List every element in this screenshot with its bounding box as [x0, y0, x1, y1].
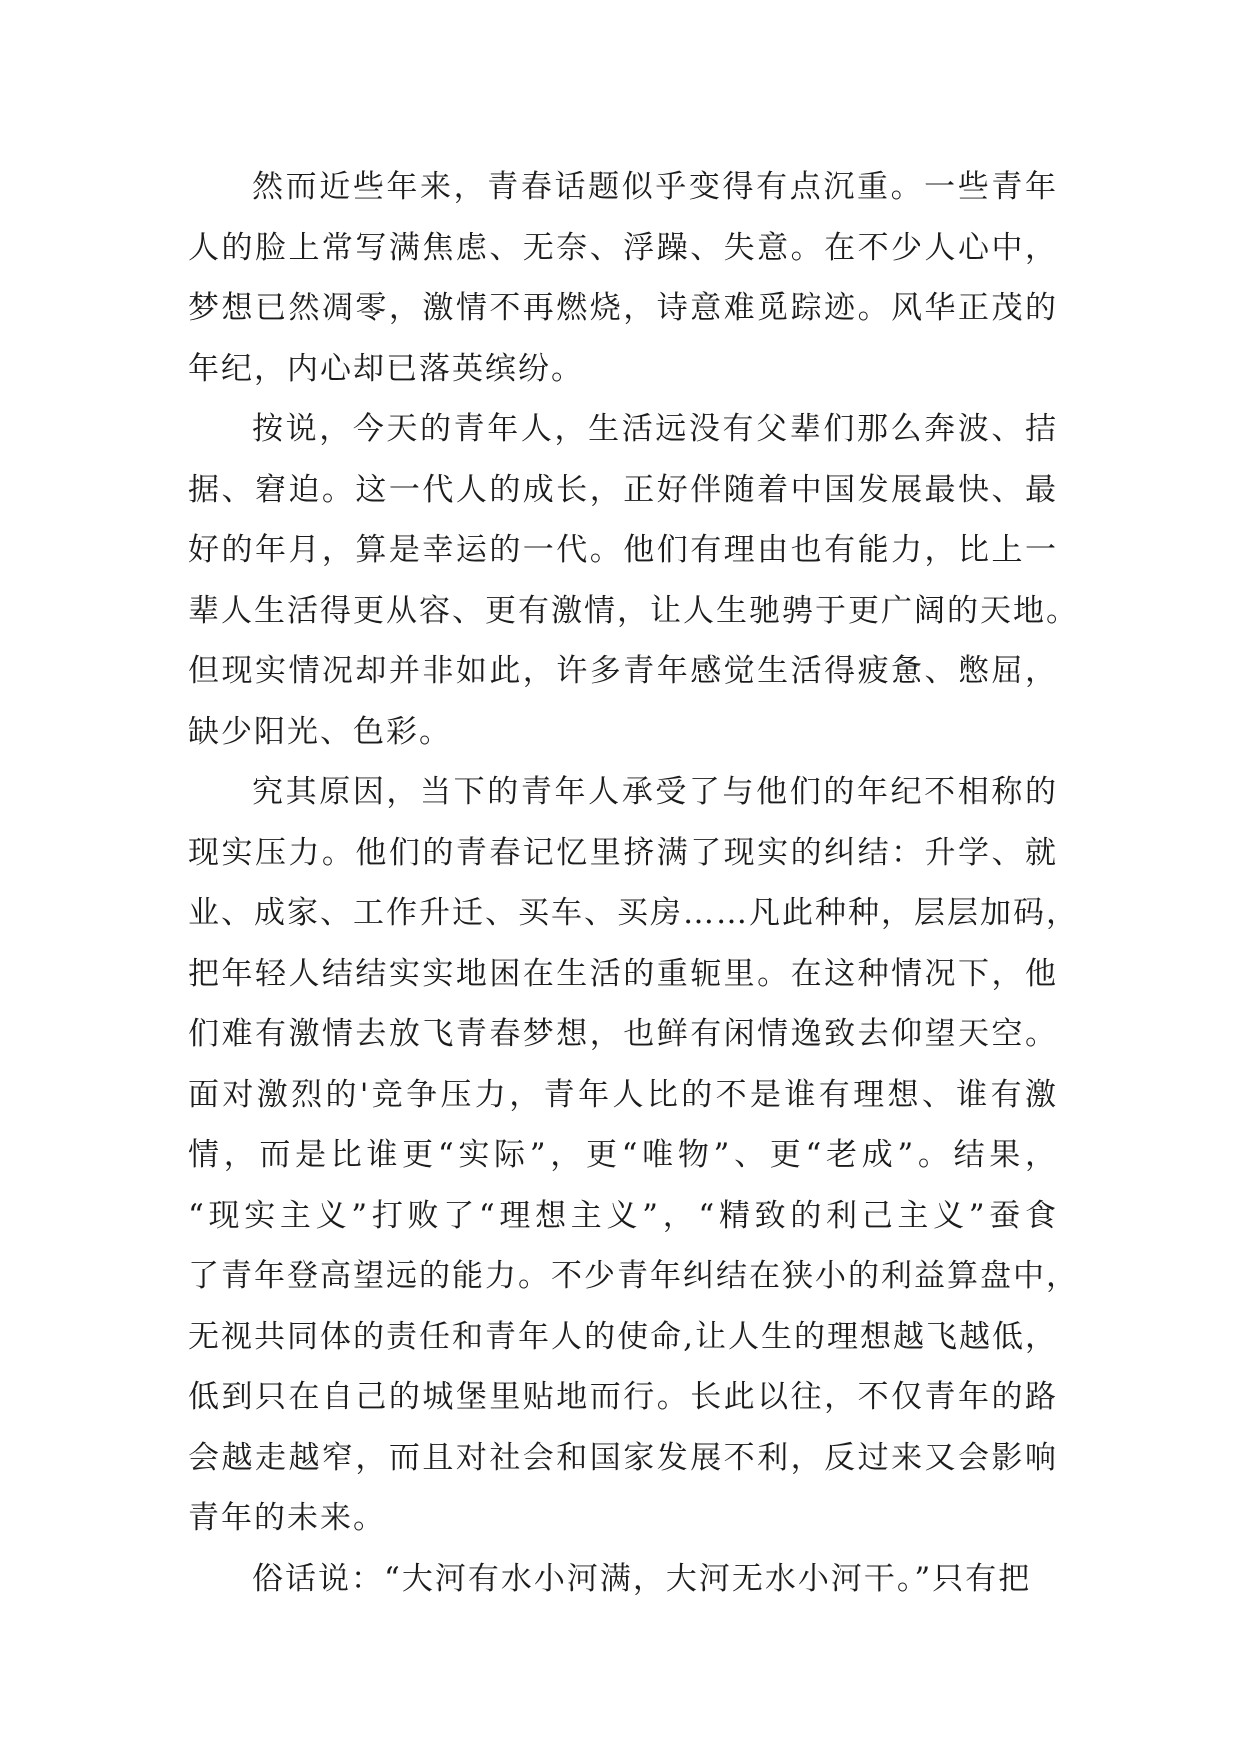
text-line: 辈人生活得更从容、更有激情，让人生驰骋于更广阔的天地。	[188, 592, 1079, 629]
text-line: 究其原因，当下的青年人承受了与他们的年纪不相称的	[252, 774, 1058, 810]
text-line: 按说，今天的青年人，生活远没有父辈们那么奔波、拮	[252, 411, 1058, 447]
text-line: 然而近些年来，青春话题似乎变得有点沉重。一些青年	[252, 169, 1058, 205]
text-line: 缺少阳光、色彩。	[188, 713, 452, 750]
text-line: 但现实情况却并非如此，许多青年感觉生活得疲惫、憋屈，	[188, 653, 1058, 689]
text-line: 年纪，内心却已落英缤纷。	[188, 350, 584, 387]
text-line: 好的年月，算是幸运的一代。他们有理由也有能力，比上一	[188, 532, 1058, 568]
text-line: 俗话说：“大河有水小河满，大河无水小河干。”只有把	[252, 1560, 1032, 1597]
body-text	[188, 157, 1079, 1609]
text-line: 业、成家、工作升迁、买车、买房……凡此种种，层层加码，	[188, 895, 1079, 931]
text-line: 人的脸上常写满焦虑、无奈、浮躁、失意。在不少人心中，	[188, 229, 1058, 266]
text-line: “现实主义”打败了“理想主义”，“精致的利己主义”蚕食	[188, 1197, 1058, 1234]
text-line: 梦想已然凋零，激情不再燃烧，诗意难觅踪迹。风华正茂的	[188, 290, 1058, 326]
text-line: 现实压力。他们的青春记忆里挤满了现实的纠结：升学、就	[188, 834, 1058, 871]
text-line: 据、窘迫。这一代人的成长，正好伴随着中国发展最快、最	[188, 471, 1058, 508]
text-line: 青年的未来。	[188, 1500, 386, 1536]
text-line: 无视共同体的责任和青年人的使命,让人生的理想越飞越低，	[188, 1318, 1058, 1355]
text-line: 把年轻人结结实实地困在生活的重轭里。在这种情况下，他	[188, 955, 1058, 992]
text-line: 会越走越窄，而且对社会和国家发展不利，反过来又会影响	[188, 1439, 1058, 1476]
text-line: 们难有激情去放飞青春梦想，也鲜有闲情逸致去仰望天空。	[188, 1016, 1058, 1052]
text-line: 了青年登高望远的能力。不少青年纠结在狭小的利益算盘中，	[188, 1258, 1079, 1294]
text-line: 面对激烈的'竞争压力，青年人比的不是谁有理想、谁有激	[188, 1076, 1058, 1113]
text-line: 低到只在自己的城堡里贴地而行。长此以往，不仅青年的路	[188, 1379, 1058, 1415]
text-line: 情，而是比谁更“实际”，更“唯物”、更“老成”。结果，	[188, 1137, 1058, 1173]
